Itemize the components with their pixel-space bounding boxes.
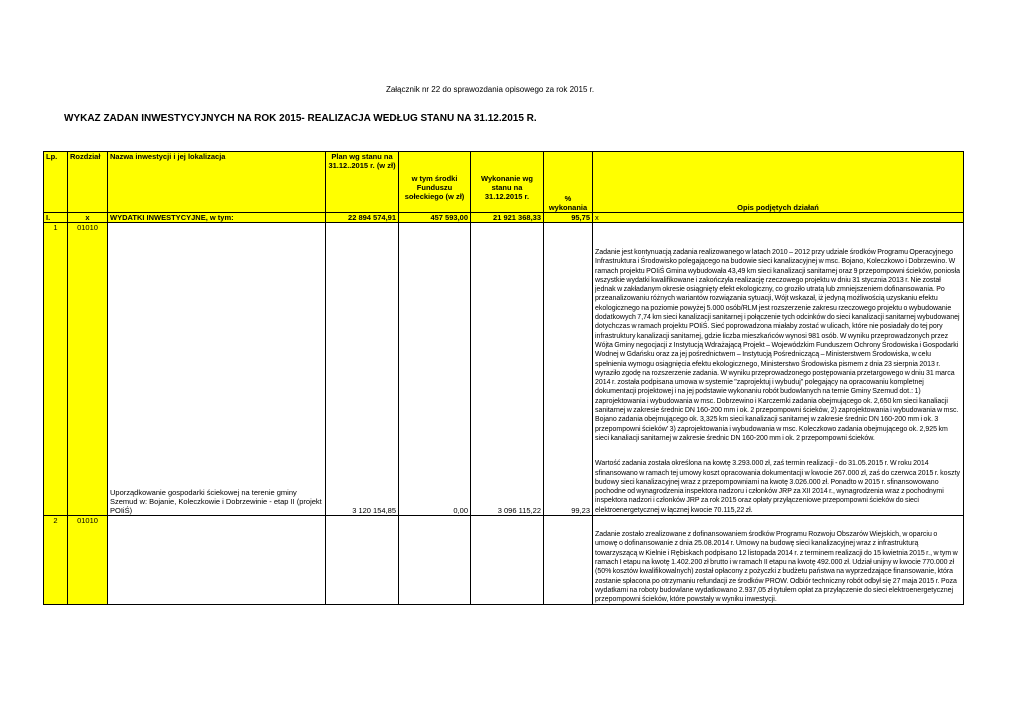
- attachment-note: Załącznik nr 22 do sprawozdania opisowego za rok 2015 r.: [385, 85, 595, 94]
- header-row: [44, 152, 964, 213]
- summary-fundusz: 457 593,00: [399, 213, 471, 223]
- row-opis-part-a: Zadanie zostało zrealizowane z dofinansowaniem środków Programu Rozwoju Obszarów Wiejskich, w oparciu o umowę o dofinansowanie z dnia 25.08.2014 r. Umowy na budowę sieci kanalizacyjnej wraz z infrastrukturą towarzyszącą w Kielnie i Rębiskach podpisano 12 listopada 2014 r. z terminem realizacji do 15 kwietnia 2015 r., w tym w ramach I etapu na kwotę 1.402.200 zł brutto i w ramach II etapu na kwotę 492.000 zł. Udział unijny w kwocie 770.000 zł (50% kosztów kwalifikowalnych) został opłacony z pożyczki z budżetu państwa na wyprzedzające finansowanie, która zostanie spłacona po otrzymaniu refundacji ze środków PROW. Odbiór techniczny robót odbył się 27 maja 2015 r. Poza wydatkami na roboty budowlane wydatkowano 2.937,05 zł tytułem opłat za przyłączenie do sieci elektroenergetycznej przepompowni ścieków, które powstały w wyniku inwestycji.: [595, 531, 958, 604]
- summary-lp: I.: [44, 213, 68, 223]
- header-lp: Lp.: [44, 152, 68, 213]
- summary-wykonanie: 21 921 368,33: [471, 213, 544, 223]
- summary-nazwa: WYDATKI INWESTYCYJNE, w tym:: [108, 213, 326, 223]
- row-lp: 2: [44, 516, 68, 605]
- header-wykonanie: Wykonanie wg stanu na 31.12.2015 r.: [471, 152, 544, 213]
- row-lp: 1: [44, 223, 68, 516]
- row-nazwa: Uporządkowanie gospodarki ściekowej na terenie gminy Szemud w: Bojanie, Koleczkowie i Dobrzewinie - etap II (projekt POIiŚ): [108, 223, 326, 516]
- row-plan: 3 120 154,85: [326, 223, 399, 516]
- row-plan: [326, 516, 399, 605]
- header-plan: Plan wg stanu na 31.12..2015 r. (w zł): [326, 152, 399, 213]
- document-title: WYKAZ ZADAN INWESTYCYJNYCH NA ROK 2015- REALIZACJA WEDŁUG STANU NA 31.12.2015 R.: [64, 113, 537, 124]
- row-fundusz: [399, 516, 471, 605]
- header-fundusz: w tym środki Funduszu sołeckiego (w zł): [399, 152, 471, 213]
- row-opis-part-b: Wartość zadania została określona na kowtę 3.293.000 zł, zaś termin realizacji - do 31.05.2015 r. W roku 2014 sfinansowano w ramach tej umowy koszt opracowania dokumentacji w kwocie 267.000 zł, zaś do czerwca 2015 r. koszty budowy sieci kanalizacyjnej wraz z przepompowniami na kwotę 3.026.000 zł. Ponadto w 2015 r. sfinansowowano pochodne od wynagrodzenia inspektora nadzoru i członków JRP za XII 2014 r., wynagrodzenia wraz z pochodnymi inspektora nadzori i członków JRP za rok 2015 oraz opłaty przyłączeniowe przepompowni ścieków do sieci elektroenergetycznej w łącznej kwocie 70.115,22 zł.: [595, 460, 961, 514]
- row-nazwa: [108, 516, 326, 605]
- summary-opis: x: [593, 213, 964, 223]
- header-opis: Opis podjętych działań: [593, 152, 964, 213]
- row-opis: [593, 516, 964, 605]
- row-rozdzial: 01010: [68, 516, 108, 605]
- row-fundusz: 0,00: [399, 223, 471, 516]
- header-nazwa: Nazwa inwestycji i jej lokalizacja: [108, 152, 326, 213]
- summary-row: [44, 213, 964, 223]
- investment-table: [43, 151, 964, 605]
- row-opis-part-a: Zadanie jest kontynuacją zadania realizowanego w latach 2010 – 2012 przy udziale środków Programu Operacyjnego Infrastruktura i Środowisko polegającego na budowie sieci kanalizacyjnej w msc. Bojano, Koleczkowo i Dobrzewino. W ramach projektu POIiŚ Gmina wybudowała 43,49 km sieci kanalizacji sanitarnej oraz 9 przepompowni ścieków, poniosła wszystkie wydatki kwalifikowane i zakończyła realizację rzeczowego projektu w dniu 31 stycznia 2013 r. Nie został jednak w zakładanym okresie osiągnięty efekt ekologiczny, co groziło utratą lub zmniejszeniem dofinansowania. Po przeanalizowaniu różnych wariantów rozwiązania sytuacji, Wójt wskazał, iż jedyną możliwością uzyskaniu efektu ekologicznego na poziomie powyżej 5.000 osób/RLM jest rozszerzenie zakresu rzeczowego projektu o wybudowanie dodatkowych 7,74 km sieci kanalizacji sanitarnej i połączenie tych odcinków do sieci kanalizacji sanitarnej wybudowanej dotychczas w ramach projektu POIiŚ. Sieć poprowadzona miałaby zostać w ulicach, które nie posiadały do tej pory infrastruktury kanalizacji sanitarnej, gdzie liczba mieszkańców wynosi 981 osób. W wyniku przeprowadzonych przez Wójta Gminy negocjacji z Instytucją Wdrażającą Projekt – Wojewódzkim Funduszem Ochrony Środowiska i Gospodarki Wodnej w Gdańsku oraz za jej pośrednictwem – Instytucją Pośredniczącą – Ministerstwem Środowiska, w celu spełnienia wymogu osiągnięcia efektu ekologicznego, Ministerstwo Środowiska pismem z dnia 23 sierpnia 2013 r. wyraziło zgodę na rozszerzenie zadania. W wyniku przeprowadzonego postępowania przetargowego w dniu 31 marca 2014 r. została podpisana umowa w systemie "zaprojektuj i wybuduj" polegający na opracowaniu kompletnej dokumentacji projektowej i na jej podstawie wykonaniu robót budowlanych na ternie Gminy Szemud dot.: 1) zaprojektowania i wybudowania w msc. Dobrzewino i Karczemki zadania obejmującego ok. 2,650 km sieci kanaliacji sanitarnej w zakresie średnic DN 160-200 mm i ok. 2 przepompowni ścieków, 2) zaprojektowania i wybudowania w msc. Bojano zadania obejmującego ok. 3,325 km sieci kanalizacji sanitarnej w zakresie średnic DN 160-200 mm i ok. 3 przepompowni ścieków' 3) zaprojektowania i wybudowania w msc. Koleczkowo zadania obejmującego ok. 2,925 km sieci kanaliacji sanitarnej w zakresie średnic DN 160-200 mm i ok. 2 przepompowni ścieków.: [595, 249, 960, 442]
- row-procent: 99,23: [544, 223, 593, 516]
- row-procent: [544, 516, 593, 605]
- row-rozdzial: 01010: [68, 223, 108, 516]
- table-row: [44, 223, 964, 516]
- summary-procent: 95,75: [544, 213, 593, 223]
- header-procent: % wykonania: [544, 152, 593, 213]
- row-opis: [593, 223, 964, 516]
- row-wykonanie: [471, 516, 544, 605]
- summary-plan: 22 894 574,91: [326, 213, 399, 223]
- summary-rozdzial: x: [68, 213, 108, 223]
- header-rozdzial: Rozdział: [68, 152, 108, 213]
- row-wykonanie: 3 096 115,22: [471, 223, 544, 516]
- table-row: [44, 516, 964, 605]
